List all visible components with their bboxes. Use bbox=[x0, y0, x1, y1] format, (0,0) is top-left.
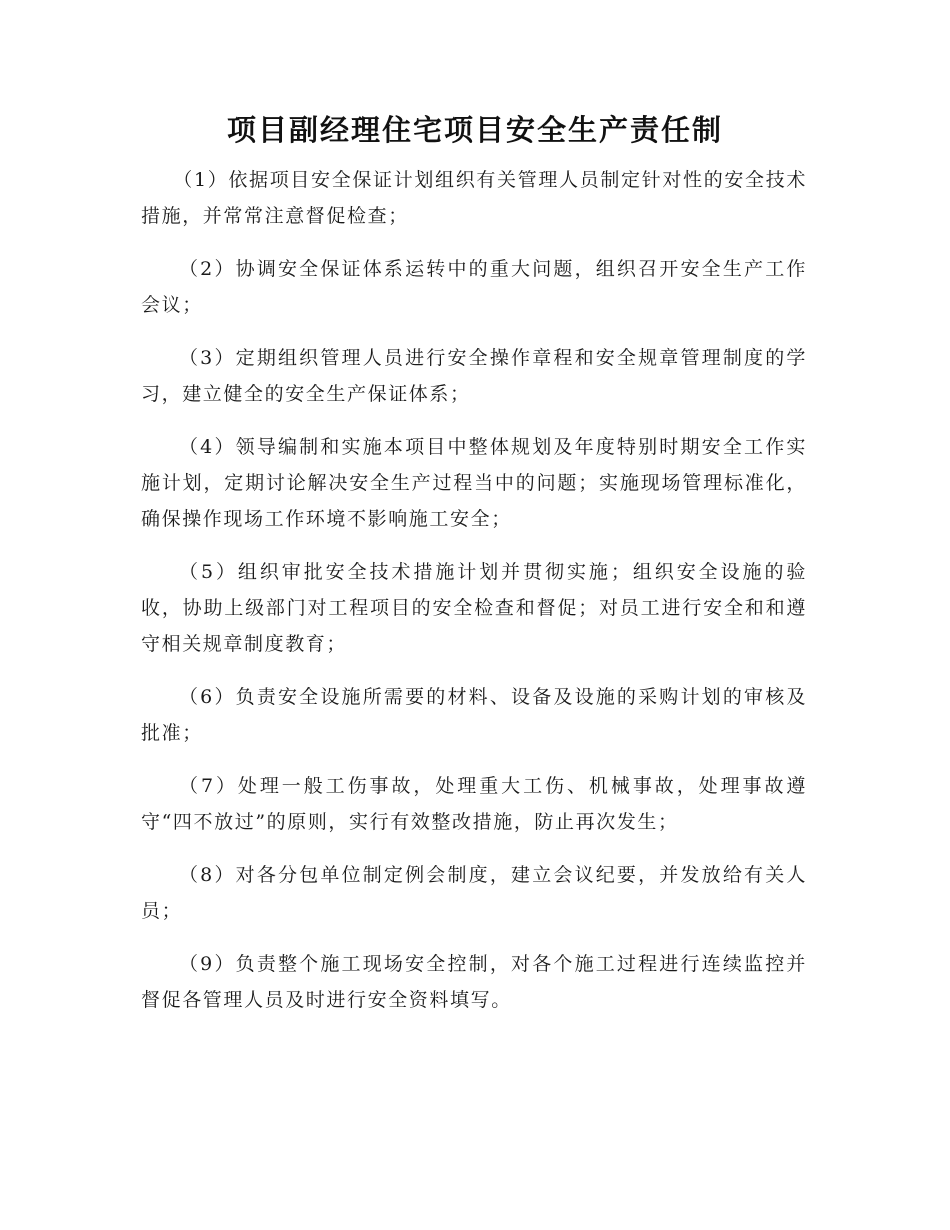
paragraph-2: （2）协调安全保证体系运转中的重大问题，组织召开安全生产工作会议； bbox=[141, 258, 807, 316]
paragraph-3: （3）定期组织管理人员进行安全操作章程和安全规章管理制度的学习，建立健全的安全生产保证体系； bbox=[141, 347, 807, 405]
paragraph-8: （8）对各分包单位制定例会制度，建立会议纪要，并发放给有关人员； bbox=[141, 864, 807, 922]
document-title: 项目副经理住宅项目安全生产责任制 bbox=[226, 113, 723, 147]
document-body bbox=[141, 162, 807, 1035]
paragraph-6: （6）负责安全设施所需要的材料、设备及设施的采购计划的审核及批准； bbox=[141, 686, 807, 744]
paragraph-1: （1）依据项目安全保证计划组织有关管理人员制定针对性的安全技术措施，并常常注意督促检查； bbox=[141, 169, 807, 227]
paragraph-7: （7）处理一般工伤事故，处理重大工伤、机械事故，处理事故遵守“四不放过”的原则，实行有效整改措施，防止再次发生； bbox=[141, 775, 807, 833]
paragraph-4: （4）领导编制和实施本项目中整体规划及年度特别时期安全工作实施计划，定期讨论解决安全生产过程当中的问题；实施现场管理标准化，确保操作现场工作环境不影响施工安全； bbox=[141, 436, 807, 530]
paragraph-5: （5）组织审批安全技术措施计划并贯彻实施；组织安全设施的验收，协助上级部门对工程项目的安全检查和督促；对员工进行安全和和遵守相关规章制度教育； bbox=[141, 561, 807, 655]
paragraph-9: （9）负责整个施工现场安全控制，对各个施工过程进行连续监控并督促各管理人员及时进行安全资料填写。 bbox=[141, 953, 807, 1011]
